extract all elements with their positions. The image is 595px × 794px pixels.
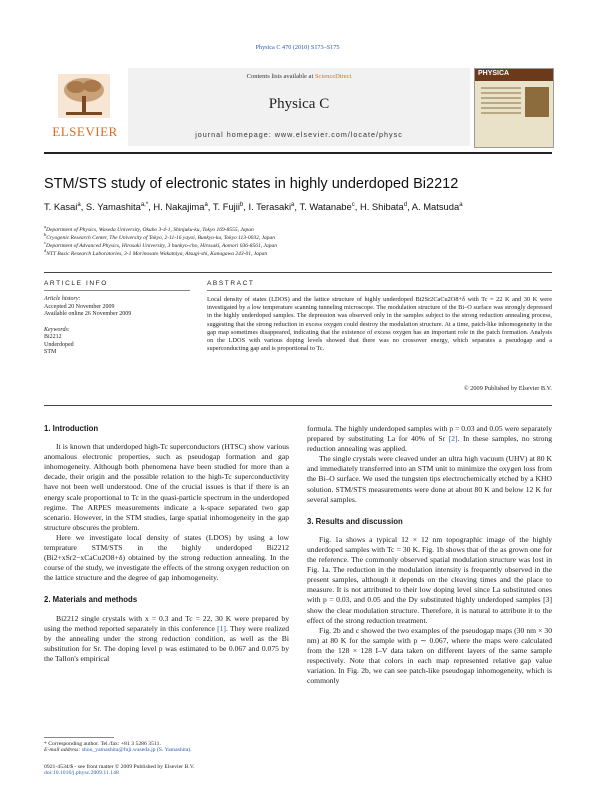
- paragraph: Fig. 1a shows a typical 12 × 12 nm topographic image of the highly underdoped samples with Tc = 30 K. Fig. 1b shows that of the as grown one for the reference. The commonly observed spatial modulation structure was lost in Fig. 1a. The reduction in the modulation intensity is frequently observed in the present samples, although it depends on the cleaving times and the place to measure. It is not attributed to their low doping level since La substituted ones with p = 0.03, and 0.05 and the Dy substituted highly underdoped samples [3] show the clear modulation structure. Therefore, it is natural to attribute it to the effect of the strong reduction treatment.: [307, 534, 552, 625]
- paragraph: formula. The highly underdoped samples with p = 0.03 and 0.05 were separately prepared by substituting La for 40% of Sr [2]. In these samples, no strong reduction annealing was applied.: [307, 424, 552, 454]
- keyword: Underdoped: [44, 341, 74, 348]
- author-name: H. Shibata$^d$: [359, 201, 408, 212]
- paragraph: The single crystals were cleaved under an ultra high vacuum (UHV) at 80 K and immediately transferred into an STM unit to minimize the oxygen loss from the Bi–O surface. We used the tungsten tips electrochemically etched by a KHO solution. STM/STS measurements were done at about 80 K and below 12 K for several samples.: [307, 454, 552, 504]
- header-divider: [44, 272, 552, 273]
- keywords-label: Keywords:: [44, 326, 70, 333]
- section-heading: 3. Results and discussion: [307, 516, 403, 526]
- author-name: I. Terasaki$^a$: [248, 201, 295, 212]
- author-name: S. Yamashita$^{a,*}$: [85, 201, 149, 212]
- citation-link[interactable]: [2]: [448, 434, 458, 444]
- publisher-wordmark: ELSEVIER: [52, 124, 118, 139]
- journal-title: Physica C: [268, 96, 330, 112]
- affiliation: $^d$NTT Basic Research Laboratories, 3-1 Morinosato Wakamiya, Atsugi-shi, Kanagawa 243-01, Japan: [44, 248, 268, 257]
- affiliation: $^b$Cryogenic Research Center, The University of Tokyo, 2-11-16 yayoi, Bunkyo-ku, Tokyo 113-0032, Japan: [44, 232, 276, 241]
- masthead: [44, 66, 554, 146]
- author-affiliation-marker: a: [204, 201, 208, 208]
- article-info: [44, 296, 190, 357]
- section-heading: 1. Introduction: [44, 424, 99, 433]
- email-link[interactable]: shou_yamashita@fuji.waseda.jp (S. Yamashita).: [81, 747, 192, 753]
- body-column-left: [44, 424, 289, 664]
- footnote-corresponding: * Corresponding author. Tel./fax: +81 3 5286 3511. E-mail address: shou_yamashita@fuji.waseda.jp (S. Yamashita).: [44, 741, 192, 753]
- author-affiliation-marker: a,*: [140, 201, 149, 208]
- section-heading: 2. Materials and methods: [44, 595, 138, 605]
- elsevier-tree-icon: [58, 74, 110, 118]
- author-affiliation-marker: c: [351, 201, 355, 208]
- copyright: © 2009 Published by Elsevier B.V.: [463, 385, 552, 392]
- keyword: STM: [44, 349, 57, 355]
- journal-cover-thumbnail: [474, 68, 554, 148]
- abstract-text: Local density of states (LDOS) and the lattice structure of highly underdoped Bi2Sr2CaCu2O8+δ with Tc = 22 K and 30 K were investigated by a low temperature scanning tunneling microscope. The modulation structure of the Bi–O surface was strongly depressed in the highly underdoped samples. The depression was observed only in the samples subject to the strong reduction annealing process, suggesting that the strong reduction in excess oxygen could destroy the modulation structure. At a time, patch-like inhomogeneity in the gap map sometimes disappeared, indicating that the existence of excess oxygen has an important role in the patch formation. Analysis on the LDOS with various doping levels showed that there was no crossover energy, which separates a pseudogap and a superconducting gap and is proportional to Tc.: [207, 296, 552, 353]
- keyword: Bi2212: [44, 334, 62, 340]
- cover-image: [525, 87, 549, 117]
- author-affiliation-marker: b: [239, 201, 244, 208]
- doi-link[interactable]: doi:10.1016/j.physc.2009.11.148: [44, 770, 119, 776]
- author-affiliation-marker: a: [459, 201, 463, 208]
- author-name: T. Watanabe$^c$: [299, 201, 355, 212]
- paragraph: Fig. 2b and c showed the two examples of the pseudogap maps (30 nm × 30 nm) at 80 K for the sample with p ∼ 0.067, where the maps were calculated from the 128 × 128 I–V data taken on different layers of the same sample respectively. Note that colors in each map represented relative gap value variation. In Fig. 2b, we can see patch-like pseudogap inhomogeneity, which is commonly: [307, 625, 552, 686]
- article-title: STM/STS study of electronic states in highly underdoped Bi2212: [44, 176, 459, 192]
- contents-line: [128, 73, 470, 80]
- body-column-right: [307, 424, 552, 686]
- accepted-date: Accepted 20 November 2009: [44, 303, 115, 310]
- author-affiliation-marker: a: [77, 201, 81, 208]
- author-name: T. Fujii$^b$: [212, 201, 244, 212]
- paragraph: Here we investigate local density of states (LDOS) by using a low temprature STM/STS in the highly underdoped Bi2212 (Bi2+xSr2−xCaCu2O8+δ) obtained by the strong reduction annealing. In the course of the study, we investigate the effects of the strong oxygen reduction on the lattice structure and the degree of gap inhomogeneity.: [44, 532, 289, 583]
- contents-prefix: Contents lists available at: [246, 73, 314, 80]
- author-affiliation-marker: a: [291, 201, 295, 208]
- masthead-divider: [44, 152, 552, 154]
- paragraph: Bi2212 single crystals with x = 0.3 and Tc = 22, 30 K were prepared by using the method reported separately in this conference [1]. They were realized by the annealing under the strong reduction condition, as well as the Bi substitution for Sr. The doping level p was estimated to be 0.067 and 0.075 by the Tallon's empirical: [44, 613, 289, 663]
- abstract-heading: ABSTRACT: [207, 280, 255, 287]
- author-list: T. Kasai$^a$, S. Yamashita$^{a,*}$, H. Nakajima$^a$, T. Fujii$^b$, I. Terasaki$^a$, T. Watanabe$^c$, H. Shibata$^d$, A. Matsuda$^a$: [44, 201, 463, 212]
- paragraph: It is known that underdoped high-Tc superconductors (HTSC) show various anomalous electronic properties, such as pseudogap formation and gap inhomogeneity. Although both phenomena have been studied for more than a decade, their origin and the possible relation to the high-Tc superconductivity have not been well understood. One of the crucial issues is that if there is an energy scale proportional to Tc in the quasi-particle spectrum in the underdoped regime. The ARPES measurements indicate a k-space separated two gap scenario. However, in the STM studies, large spatial inhomogeneity in the gap structure obscures the problem.: [44, 442, 289, 532]
- affiliation: $^a$Department of Physics, Waseda University, Okubo 3-4-1, Shinjuku-ku, Tokyo 169-8555, Japan: [44, 224, 254, 233]
- journal-homepage[interactable]: journal homepage: www.elsevier.com/locate/physc: [195, 130, 403, 139]
- author-name: H. Nakajima$^a$: [153, 201, 208, 212]
- citation-link[interactable]: [1]: [217, 623, 226, 633]
- journal-banner: [128, 68, 470, 146]
- journal-reference: Physica C 470 (2010) S173–S175: [255, 44, 340, 51]
- sciencedirect-link[interactable]: ScienceDirect: [314, 73, 352, 80]
- article-info-heading: ARTICLE INFO: [44, 280, 108, 287]
- affiliation: $^c$Department of Advanced Physics, Hirosaki University, 3 bunkyo-cho, Hirosaki, Aomori 036-8561, Japan: [44, 240, 277, 249]
- author-name: T. Kasai$^a$: [44, 201, 81, 212]
- cover-title: PHYSICA: [478, 70, 510, 77]
- author-name: A. Matsuda$^a$: [411, 201, 463, 212]
- online-date: Available online 26 November 2009: [44, 311, 132, 317]
- body-divider: [44, 405, 552, 406]
- footnote-issn: 0921-4534/$ - see front matter © 2009 Published by Elsevier B.V. doi:10.1016/j.physc.2009.11.148: [44, 764, 294, 776]
- elsevier-logo: [44, 68, 124, 146]
- author-affiliation-marker: d: [403, 201, 408, 208]
- history-label: Article history:: [44, 296, 81, 302]
